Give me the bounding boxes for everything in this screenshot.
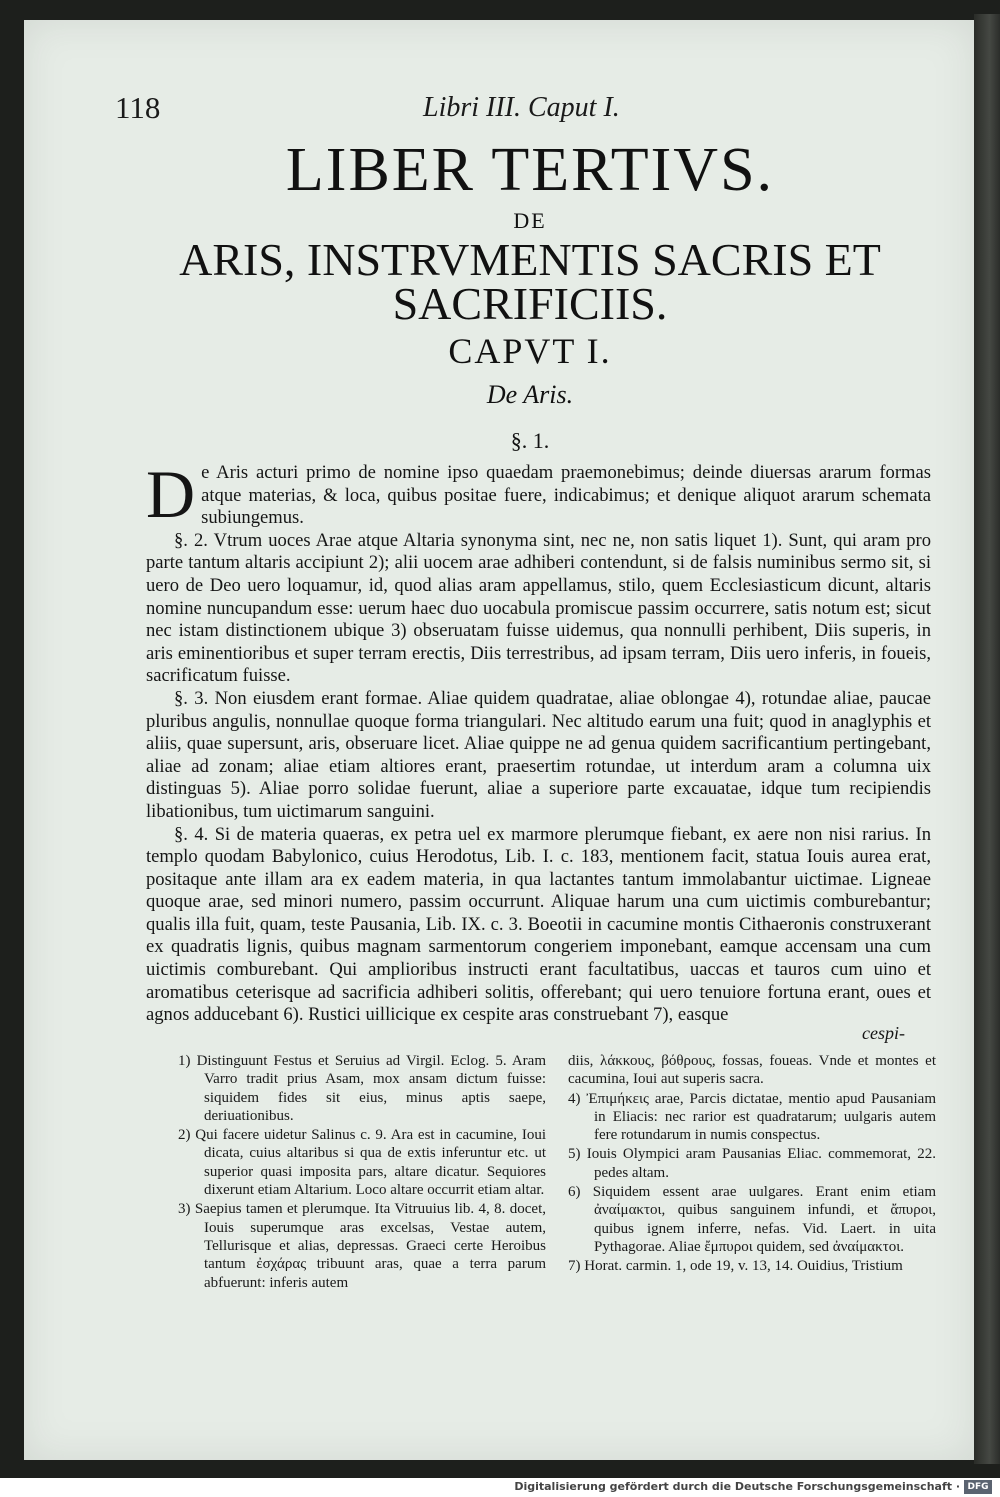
digitization-credit: Digitalisierung gefördert durch die Deutsche Forschungsgemeinschaft · [514,1480,960,1493]
chapter-heading: CAPVT I. [448,331,612,371]
paragraph-3: §. 3. Non eiusdem erant formae. Aliae quidem quadratae, aliae oblongae 4), rotundae aliae, paucae pluribus angulis, nonnullae quoque forma triangulari. Nec altitudo earum una fuit; quod in anaglyphis et aliis, quae supersunt, aris, obseruare licet. Aliae quippe ne ad genua quidem sacrificantium pertingebant, aliae ad zonam; aliae etiam altiores erant, praesertim rotundae, ut interdum aram a columna uix distinguas 5). Aliae porro solidae fuerunt, aliae a superiore parte excauatae, idque tum recipiendis libationibus, tum uictimarum sanguini. [146,687,931,822]
paragraph-2: §. 2. Vtrum uoces Arae atque Altaria synonyma sint, nec ne, non satis liquet 1). Sunt, qui aram pro parte tantum altaris accipiunt 2); alii uocem arae adhiberi contendunt, si de falsis numinibus sermo sit, si uero de Deo uero loquamur, id, quod alias aram appellamus, stilo, quem Ecclesiasticum dicunt, altaris nomine nuncupandum esse: uerum haec duo uocabula promiscue passim occurrere, satis notum est; sicut nec istam distinctionem ubique 3) obseruatam fuisse uidemus, qua nonnulli perhibent, Diis superis, in aris eminentioribus et super terram erectis, Diis terrestribus, ad ipsam terram, Diis uero inferis, in foueis, sacrificatum fuisse. [146,529,931,687]
footnote-2: 2) Qui facere uidetur Salinus c. 9. Ara est in cacumine, Ioui dicata, cuius altaribus si qua de extis inferuntur etc. ut superior quasi imposita pars, altare dicatur. Sequiores dixerunt etiam Altarium. Loco altare occurrit etiam altar. [178,1127,546,1199]
catchword: cespi- [862,1023,905,1043]
footer-bar [0,1478,1000,1497]
footnote-5: 5) Iouis Olympici aram Pausanias Eliac. commemorat, 22. pedes altam. [568,1146,936,1181]
book-spine-edge [974,14,1000,1464]
paragraph-1-text: e Aris acturi primo de nomine ipso quaedam praemonebimus; deinde diuersas ararum formas atque materias, & loca, quibus positae fuere, indicabimus; et denique aliquot ararum schemata subiungemus. [201,462,931,529]
subtitle-line-1: ARIS, INSTRVMENTIS SACRIS ET [179,234,881,285]
page-header [115,90,875,130]
running-head: Libri III. Caput I. [423,92,620,123]
footnotes-left-column [178,1052,546,1293]
footnote-1: 1) Distinguunt Festus et Seruius ad Virgil. Eclog. 5. Aram Varro tradit prius Asam, mox ansam dictum fuisse: siquidem fides sit eius, minus aptis saepe, deriuationibus. [178,1053,546,1124]
title-de: DE [513,208,547,233]
footnotes-right-column [568,1052,936,1277]
subtitle-line-2: SACRIFICIIS. [392,278,668,329]
section-mark: §. 1. [510,428,550,453]
footnote-6: 6) Siquidem essent arae uulgares. Erant enim etiam ἀναίμακτοι, quibus sanguinem infundi, et ἄπυροι, quibus ignem inferre, nefas. Vid. Laert. in uita Pythagorae. Aliae ἔμπυροι quidem, sed ἀναίμακτοι. [568,1184,936,1255]
main-text [146,456,931,1027]
footnote-3: 3) Saepius tamen et plerumque. Ita Vitruuius lib. 4, 8. docet, Iouis superumque aras excelsas, Vestae autem, Tellurisque et alias, depressas. Graeci certe Heroibus tantum ἐσχάρας tribuunt aras, quae a terra parum abfuerunt: inferis autem [178,1201,546,1291]
paragraph-4: §. 4. Si de materia quaeras, ex petra uel ex marmore plerumque fiebant, ex aere non nisi rarius. In templo quodam Babylonico, cuius Herodotus, Lib. I. c. 183, mentionem facit, statua Iouis aurea erat, positaque ante illam ara ex eadem materia, in qua lactantes tantum immolabantur uictimae. Ligneae quoque arae, sed minori numero, passim occurrunt. Aliquae harum una cum uictimis comburebantur; qualis illa fuit, quam, teste Pausania, Lib. IX. c. 3. Boeotii in cacumine montis Cithaeronis construxerant ex quadratis lignis, quibus magnam sarmentorum congeriem imponebant, eamque accensam una cum uictimis comburebant. Qui amplioribus instructi erant facultatibus, uaccas et tauros cum uino et aromatibus ceterisque ad sacrificia adhiberi solitis, offerebant; qui uero tenuiore fortuna erant, oues et agnos adducebant 6). Rustici uillicique ex cespite aras construebant 7), easque [146,823,931,1026]
book-subtitle [140,234,920,329]
footnote-3-continued: diis, λάκκους, βόθρους, fossas, foueas. Vnde et montes et cacumina, Ioui aut superis sacra. [568,1053,936,1088]
book-title: LIBER TERTIVS. [285,136,775,204]
footnote-4: 4) Ἐπιμήκεις arae, Parcis dictatae, mentio apud Pausaniam in Eliacis: nec rarior est quadratarum; uulgaris autem fere rotundarum in numis conspectus. [568,1090,936,1144]
chapter-subheading: De Aris. [486,380,574,409]
drop-cap: D [146,456,196,532]
dfg-logo-icon[interactable]: DFG [964,1480,992,1494]
page-number: 118 [115,90,161,125]
footnote-7: 7) Horat. carmin. 1, ode 19, v. 13, 14. Ouidius, Tristium [568,1258,903,1275]
paragraph-1 [146,456,931,532]
